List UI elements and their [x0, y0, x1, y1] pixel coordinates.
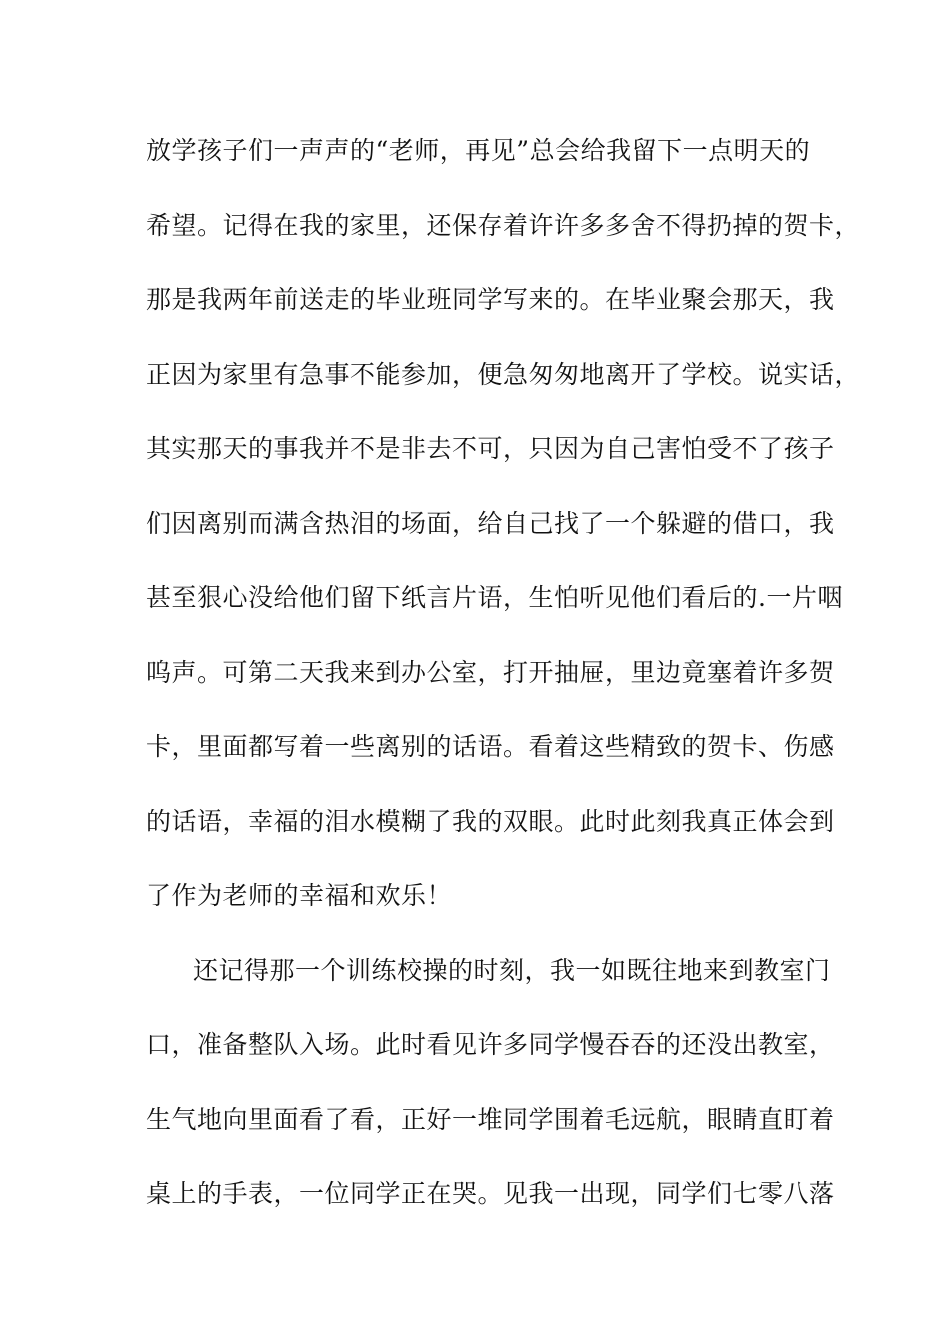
text-line-5: 其实那天的事我并不是非去不可，只因为自己害怕受不了孩子 — [146, 434, 835, 463]
text-line-10: 的话语，幸福的泪水模糊了我的双眼。此时此刻我真正体会到 — [146, 806, 835, 836]
text-line-2: 希望。记得在我的家里，还保存着许许多多舍不得扔掉的贺卡， — [146, 210, 861, 240]
text-line-11: 了作为老师的幸福和欢乐！ — [146, 881, 453, 910]
text-line-12: 还记得那一个训练校操的时刻，我一如既往地来到教室门 — [193, 955, 831, 985]
text-line-3: 那是我两年前送走的毕业班同学写来的。在毕业聚会那天，我 — [146, 285, 835, 314]
text-line-4: 正因为家里有急事不能参加，便急匆匆地离开了学校。说实话， — [146, 359, 861, 389]
text-line-7: 甚至狠心没给他们留下纸言片语，生怕听见他们看后的.一片咽 — [146, 583, 843, 612]
text-line-1: 放学孩子们一声声的“老师，再见”总会给我留下一点明天的 — [146, 136, 811, 165]
text-line-14: 生气地向里面看了看，正好一堆同学围着毛远航，眼睛直盯着 — [146, 1104, 835, 1134]
text-line-15: 桌上的手表，一位同学正在哭。见我一出现，同学们七零八落 — [146, 1179, 835, 1208]
text-line-6: 们因离别而满含热泪的场面，给自己找了一个躲避的借口，我 — [146, 508, 835, 538]
text-line-9: 卡，里面都写着一些离别的话语。看着这些精致的贺卡、伤感 — [146, 732, 835, 761]
text-line-13: 口，准备整队入场。此时看见许多同学慢吞吞的还没出教室， — [146, 1030, 835, 1059]
body-text — [146, 131, 861, 1249]
text-line-8: 呜声。可第二天我来到办公室，打开抽屉，里边竟塞着许多贺 — [146, 657, 835, 687]
